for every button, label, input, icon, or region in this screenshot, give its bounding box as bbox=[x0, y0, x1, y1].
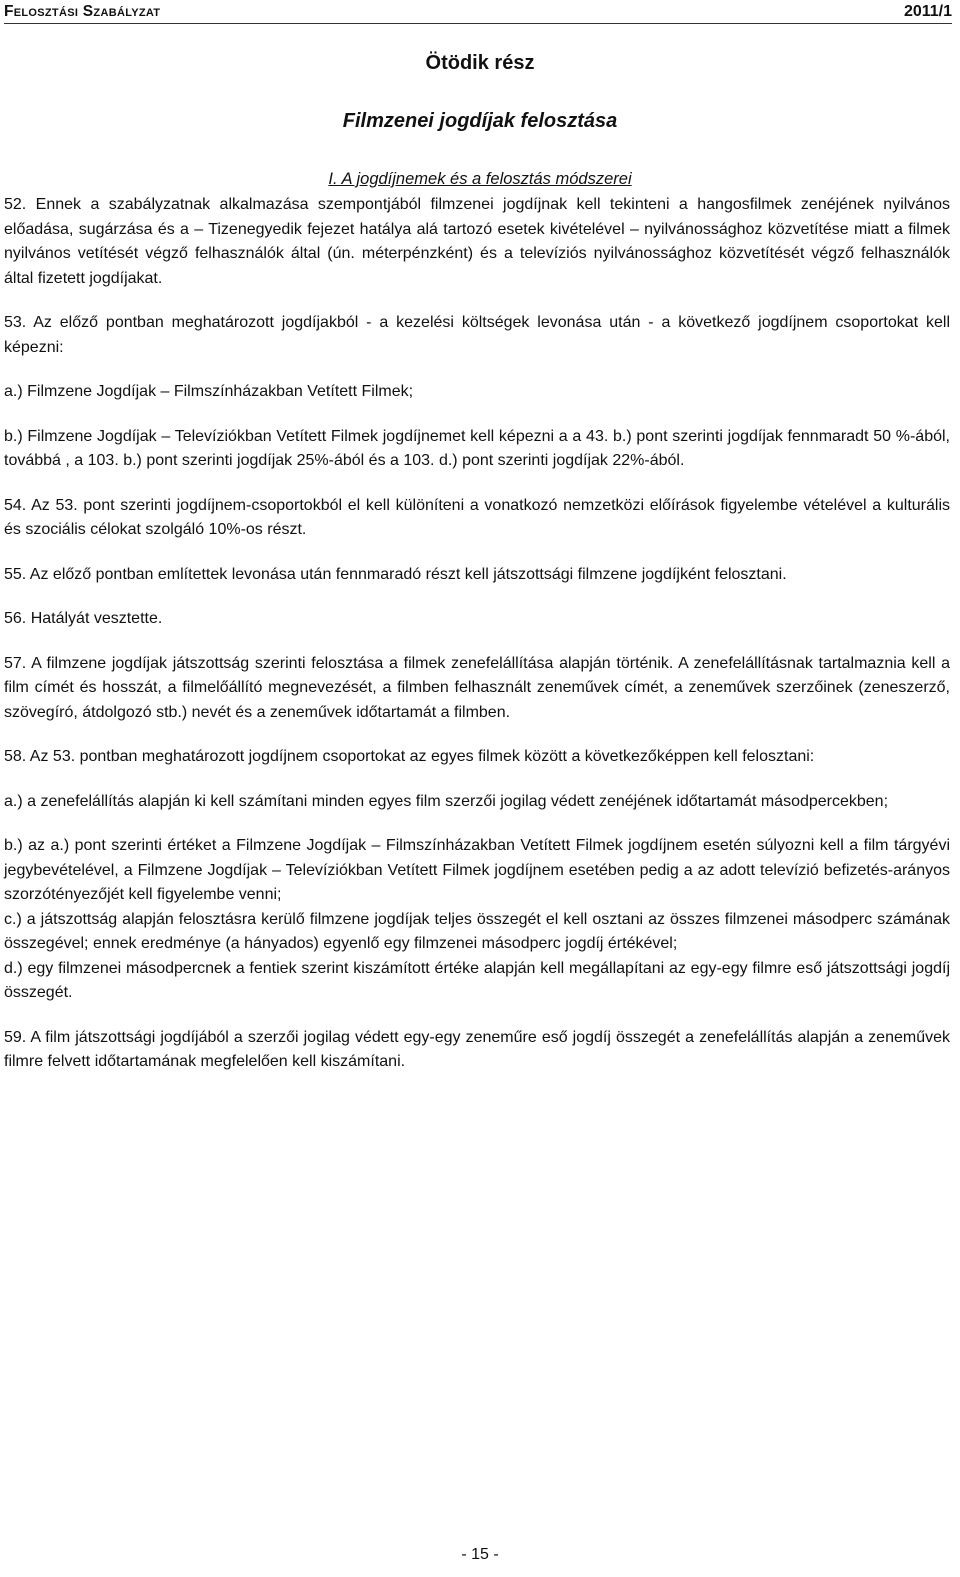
paragraph-54: 54. Az 53. pont szerinti jogdíjnem-csoportokból el kell különíteni a vonatkozó nemzetközi előírások figyelembe vételével a kulturális és szociális célokat szolgáló 10%-os részt. bbox=[4, 496, 950, 538]
page-number: - 15 - bbox=[461, 1546, 499, 1563]
paragraph-53-b: b.) Filmzene Jogdíjak – Televíziókban Vetített Filmek jogdíjnemet kell képezni a a 43. b.) pont szerinti jogdíjak fennmaradt 50 %-ából, továbbá , a 103. b.) pont szerinti jogdíjak 25%-ából és a 103. d.) pont szerinti jogdíjak 22%-ából. bbox=[4, 427, 950, 469]
paragraph-53: 53. Az előző pontban meghatározott jogdíjakból - a kezelési költségek levonása után - a következő jogdíjnem csoportokat kell képezni: bbox=[4, 314, 950, 356]
paragraph-58-c: c.) a játszottság alapján felosztásra kerülő filmzene jogdíjak teljes összegét el kell osztani az összes filmzenei másodperc számának összegével; ennek eredménye (a hányados) egyenlő egy filmzenei másodperc jogdíj értékével; bbox=[4, 910, 950, 952]
document-body bbox=[4, 193, 950, 1075]
paragraph-56: 56. Hatályát vesztette. bbox=[4, 610, 163, 627]
header-document-number: 2011/1 bbox=[903, 3, 952, 20]
paragraph-58-d: d.) egy filmzenei másodpercnek a fentiek szerint kiszámított értéke alapján kell megállapítani az egy-egy filmre eső játszottsági jogdíj összegét. bbox=[4, 959, 950, 1001]
paragraph-58-a: a.) a zenefelállítás alapján ki kell számítani minden egyes film szerzői jogilag védett zenéjének időtartamát másodpercekben; bbox=[4, 792, 889, 810]
chapter-title: Filmzenei jogdíjak felosztása bbox=[342, 110, 618, 132]
running-header bbox=[4, 0, 952, 24]
part-title: Ötödik rész bbox=[425, 52, 535, 74]
paragraph-52: 52. Ennek a szabályzatnak alkalmazása szempontjából filmzenei jogdíjnak kell tekinteni a hangosfilmek zenéjének nyilvános előadása, sugárzása és a – Tizenegyedik fejezet hatálya alá tartozó esetek kivételével – nyilvánossághoz közvetítése miatt a filmek nyilvános vetítését végző felhasználók által (ún. méterpénzként) és a televíziós nyilvánossághoz közvetítését végző felhasználók által fizetett jogdíjakat. bbox=[4, 196, 950, 287]
paragraph-59: 59. A film játszottsági jogdíjából a szerzői jogilag védett egy-egy zeneműre eső jogdíj összegét a zenefelállítás alapján a zeneművek filmre felvett időtartamának megfelelően kell kiszámítani. bbox=[4, 1028, 950, 1070]
paragraph-53-a: a.) Filmzene Jogdíjak – Filmszínházakban Vetített Filmek; bbox=[4, 383, 414, 400]
paragraph-57: 57. A filmzene jogdíjak játszottság szerinti felosztása a filmek zenefelállítása alapján történik. A zenefelállításnak tartalmaznia kell a film címét és hosszát, a filmelőállító megnevezését, a filmben felhasznált zeneművek címét, a zeneművek szerzőinek (zeneszerző, szövegíró, átdolgozó stb.) nevét és a zeneművek időtartamát a filmben. bbox=[4, 654, 950, 721]
paragraph-55: 55. Az előző pontban említettek levonása után fennmaradó részt kell játszottsági filmzene jogdíjként felosztani. bbox=[4, 565, 787, 583]
paragraph-58-b: b.) az a.) pont szerinti értéket a Filmzene Jogdíjak – Filmszínházakban Vetített Filmek jogdíjnem esetén súlyozni kell a film tárgyévi jegybevételével, a Filmzene Jogdíjak – Televíziókban Vetített Filmek jogdíjnem esetében pedig a az adott televízió befizetés-arányos szorzótényezőjét kell figyelembe venni; bbox=[4, 837, 950, 903]
header-document-title: Felosztási Szabályzat bbox=[4, 3, 161, 20]
paragraph-58: 58. Az 53. pontban meghatározott jogdíjnem csoportokat az egyes filmek között a következőképpen kell felosztani: bbox=[4, 748, 815, 765]
section-title: I. A jogdíjnemek és a felosztás módszerei bbox=[328, 170, 632, 188]
